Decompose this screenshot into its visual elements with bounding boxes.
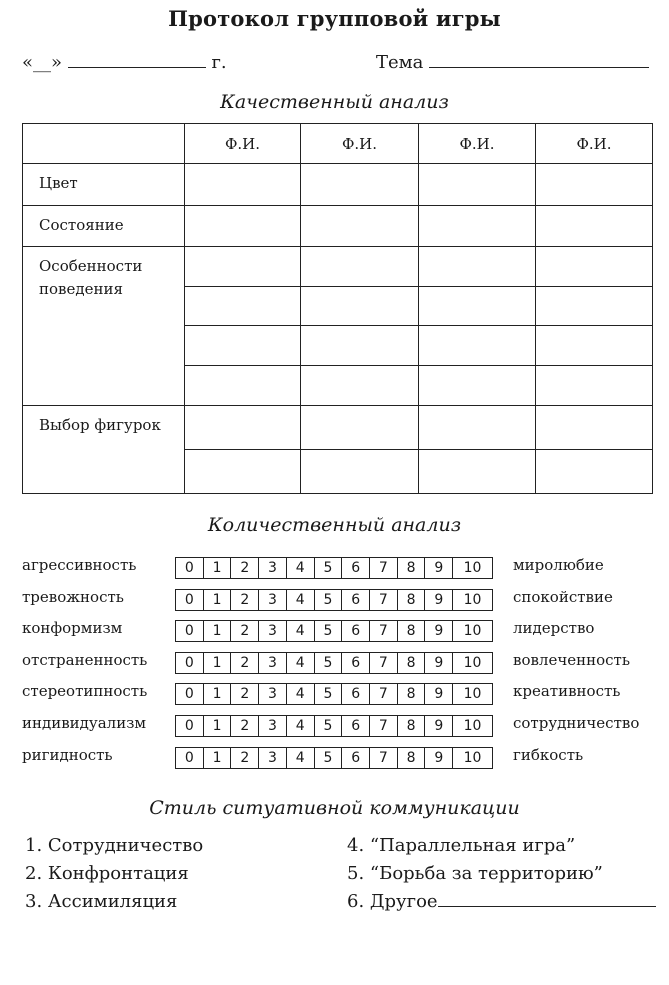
rating-scale — [175, 557, 493, 579]
qualitative-table — [22, 123, 653, 494]
scale-cell[interactable]: 7 — [369, 590, 397, 610]
table-cell — [301, 366, 419, 406]
scale-cell[interactable]: 8 — [397, 621, 425, 641]
communication-heading: Стиль ситуативной коммуникации — [149, 797, 520, 819]
table-row — [23, 247, 653, 287]
table-cell — [185, 164, 301, 206]
scale-right-label: лидерство — [513, 619, 595, 637]
table-row — [23, 206, 653, 247]
scale-cell[interactable]: 6 — [341, 621, 369, 641]
scale-cell[interactable]: 0 — [184, 560, 194, 576]
style-item-cooperation: 1. Сотрудничество — [25, 835, 204, 856]
scale-cell[interactable]: 8 — [397, 558, 425, 578]
scale-cell[interactable]: 3 — [258, 684, 286, 704]
document-title: Протокол групповой игры — [168, 6, 501, 31]
scale-cell[interactable]: 1 — [203, 621, 231, 641]
scale-cell[interactable]: 8 — [397, 748, 425, 768]
scale-right-label: миролюбие — [513, 556, 604, 574]
scale-cell[interactable]: 7 — [369, 653, 397, 673]
scale-cell[interactable]: 0 — [184, 655, 194, 671]
table-cell — [301, 326, 419, 366]
table-cell — [536, 247, 653, 287]
scale-cell[interactable]: 2 — [230, 716, 258, 736]
scale-right-label: вовлеченность — [513, 651, 631, 669]
scale-cell[interactable]: 9 — [424, 558, 452, 578]
scale-cell[interactable]: 10 — [452, 684, 492, 704]
topic-line — [429, 53, 649, 68]
scale-cell[interactable]: 9 — [424, 621, 452, 641]
scale-left-label: ригидность — [22, 746, 113, 764]
style-item-territory: 5. “Борьба за территорию” — [347, 863, 603, 884]
scale-cell[interactable]: 10 — [452, 653, 492, 673]
row-label-color: Цвет — [23, 164, 185, 206]
table-cell — [301, 247, 419, 287]
table-cell — [301, 206, 419, 247]
scale-cell[interactable]: 10 — [452, 716, 492, 736]
scale-cell[interactable]: 5 — [314, 653, 342, 673]
scale-cell[interactable]: 4 — [286, 684, 314, 704]
column-header: Ф.И. — [536, 124, 653, 164]
scale-cell[interactable]: 6 — [341, 653, 369, 673]
scale-cell[interactable]: 0 — [184, 718, 194, 734]
scale-cell[interactable]: 3 — [258, 653, 286, 673]
row-label-behavior: Особенности поведения — [23, 247, 185, 406]
scale-cell[interactable]: 0 — [184, 750, 194, 766]
scale-right-label: спокойствие — [513, 588, 613, 606]
style-item-confrontation: 2. Конфронтация — [25, 863, 189, 884]
table-cell — [419, 164, 536, 206]
column-header: Ф.И. — [419, 124, 536, 164]
scale-cell[interactable]: 4 — [286, 653, 314, 673]
table-cell — [185, 366, 301, 406]
table-cell — [419, 287, 536, 326]
table-cell — [419, 450, 536, 494]
table-cell — [301, 406, 419, 450]
date-suffix: г. — [211, 52, 227, 73]
scale-cell[interactable]: 5 — [314, 684, 342, 704]
scale-left-label: конформизм — [22, 619, 123, 637]
scale-cell[interactable]: 7 — [369, 748, 397, 768]
row-label-figures: Выбор фигурок — [23, 406, 185, 494]
scale-right-label: гибкость — [513, 746, 584, 764]
scale-cell[interactable]: 3 — [258, 748, 286, 768]
scale-left-label: отстраненность — [22, 651, 148, 669]
column-header: Ф.И. — [185, 124, 301, 164]
scale-cell[interactable]: 2 — [230, 653, 258, 673]
rating-scale — [175, 620, 493, 642]
rating-scale — [175, 683, 493, 705]
scale-cell[interactable]: 7 — [369, 684, 397, 704]
scale-left-label: стереотипность — [22, 682, 148, 700]
table-cell — [185, 287, 301, 326]
date-field — [22, 52, 227, 73]
scale-cell[interactable]: 6 — [341, 590, 369, 610]
scale-right-label: креативность — [513, 682, 621, 700]
scale-cell[interactable]: 5 — [314, 558, 342, 578]
scale-cell[interactable]: 8 — [397, 653, 425, 673]
scale-cell[interactable]: 6 — [341, 716, 369, 736]
topic-field — [376, 52, 649, 73]
scale-cell[interactable]: 4 — [286, 621, 314, 641]
scale-cell[interactable]: 5 — [314, 716, 342, 736]
scale-cell[interactable]: 3 — [258, 590, 286, 610]
scale-cell[interactable]: 1 — [203, 716, 231, 736]
scale-cell[interactable]: 10 — [452, 590, 492, 610]
scale-cell[interactable]: 2 — [230, 621, 258, 641]
scale-cell[interactable]: 9 — [424, 590, 452, 610]
scale-cell[interactable]: 1 — [203, 590, 231, 610]
table-cell — [536, 287, 653, 326]
scale-cell[interactable]: 10 — [452, 621, 492, 641]
table-cell — [419, 326, 536, 366]
table-header-row — [23, 124, 653, 164]
style-item-parallel-play: 4. “Параллельная игра” — [347, 835, 576, 856]
scale-cell[interactable]: 7 — [369, 558, 397, 578]
table-row — [23, 406, 653, 450]
header-empty-cell — [23, 124, 185, 164]
table-cell — [185, 206, 301, 247]
scale-cell[interactable]: 5 — [314, 748, 342, 768]
scale-cell[interactable]: 1 — [203, 748, 231, 768]
table-cell — [301, 287, 419, 326]
scale-cell[interactable]: 0 — [184, 686, 194, 702]
table-cell — [301, 164, 419, 206]
table-cell — [419, 406, 536, 450]
rating-scale — [175, 747, 493, 769]
table-cell — [419, 206, 536, 247]
scale-cell[interactable]: 4 — [286, 748, 314, 768]
table-cell — [536, 366, 653, 406]
scale-cell[interactable]: 8 — [397, 590, 425, 610]
scale-cell[interactable]: 3 — [258, 716, 286, 736]
table-cell — [185, 247, 301, 287]
table-cell — [536, 450, 653, 494]
table-cell — [536, 326, 653, 366]
scale-cell[interactable]: 2 — [230, 748, 258, 768]
table-cell — [185, 406, 301, 450]
scale-cell[interactable]: 3 — [258, 621, 286, 641]
scale-cell[interactable]: 2 — [230, 590, 258, 610]
style-item-other — [347, 891, 656, 912]
scale-cell[interactable]: 3 — [258, 558, 286, 578]
style-item-other-label: 6. Другое — [347, 891, 438, 912]
scale-cell[interactable]: 4 — [286, 590, 314, 610]
topic-label: Тема — [376, 52, 424, 73]
table-cell — [185, 450, 301, 494]
table-cell — [536, 406, 653, 450]
table-cell — [419, 366, 536, 406]
scale-cell[interactable]: 1 — [203, 653, 231, 673]
table-row — [23, 164, 653, 206]
scale-cell[interactable]: 6 — [341, 684, 369, 704]
scale-cell[interactable]: 9 — [424, 653, 452, 673]
scale-cell[interactable]: 7 — [369, 621, 397, 641]
rating-scale — [175, 715, 493, 737]
scale-cell[interactable]: 8 — [397, 684, 425, 704]
scale-cell[interactable]: 0 — [184, 592, 194, 608]
scale-cell[interactable]: 2 — [230, 684, 258, 704]
date-line — [68, 53, 206, 68]
scale-cell[interactable]: 5 — [314, 590, 342, 610]
scale-cell[interactable]: 9 — [424, 716, 452, 736]
scale-left-label: тревожность — [22, 588, 124, 606]
scale-cell[interactable]: 0 — [184, 623, 194, 639]
other-line — [438, 892, 656, 907]
scale-cell[interactable]: 5 — [314, 621, 342, 641]
date-prefix: «__» — [22, 52, 63, 73]
scale-cell[interactable]: 4 — [286, 558, 314, 578]
scale-cell[interactable]: 2 — [230, 558, 258, 578]
rating-scale — [175, 652, 493, 674]
scale-cell[interactable]: 6 — [341, 558, 369, 578]
style-item-assimilation: 3. Ассимиляция — [25, 891, 178, 912]
qualitative-heading: Качественный анализ — [220, 91, 449, 113]
table-cell — [419, 247, 536, 287]
rating-scale — [175, 589, 493, 611]
table-cell — [536, 206, 653, 247]
scale-left-label: индивидуализм — [22, 714, 147, 732]
row-label-state: Состояние — [23, 206, 185, 247]
table-cell — [536, 164, 653, 206]
scale-cell[interactable]: 1 — [203, 684, 231, 704]
scale-cell[interactable]: 10 — [452, 748, 492, 768]
table-cell — [185, 326, 301, 366]
scale-cell[interactable]: 7 — [369, 716, 397, 736]
scale-left-label: агрессивность — [22, 556, 137, 574]
scale-cell[interactable]: 4 — [286, 716, 314, 736]
column-header: Ф.И. — [301, 124, 419, 164]
table-cell — [301, 450, 419, 494]
scale-cell[interactable]: 10 — [452, 558, 492, 578]
scale-cell[interactable]: 8 — [397, 716, 425, 736]
scale-cell[interactable]: 9 — [424, 748, 452, 768]
scale-cell[interactable]: 6 — [341, 748, 369, 768]
scale-cell[interactable]: 9 — [424, 684, 452, 704]
scale-cell[interactable]: 1 — [203, 558, 231, 578]
quantitative-heading: Количественный анализ — [207, 514, 462, 536]
scale-right-label: сотрудничество — [513, 714, 640, 732]
